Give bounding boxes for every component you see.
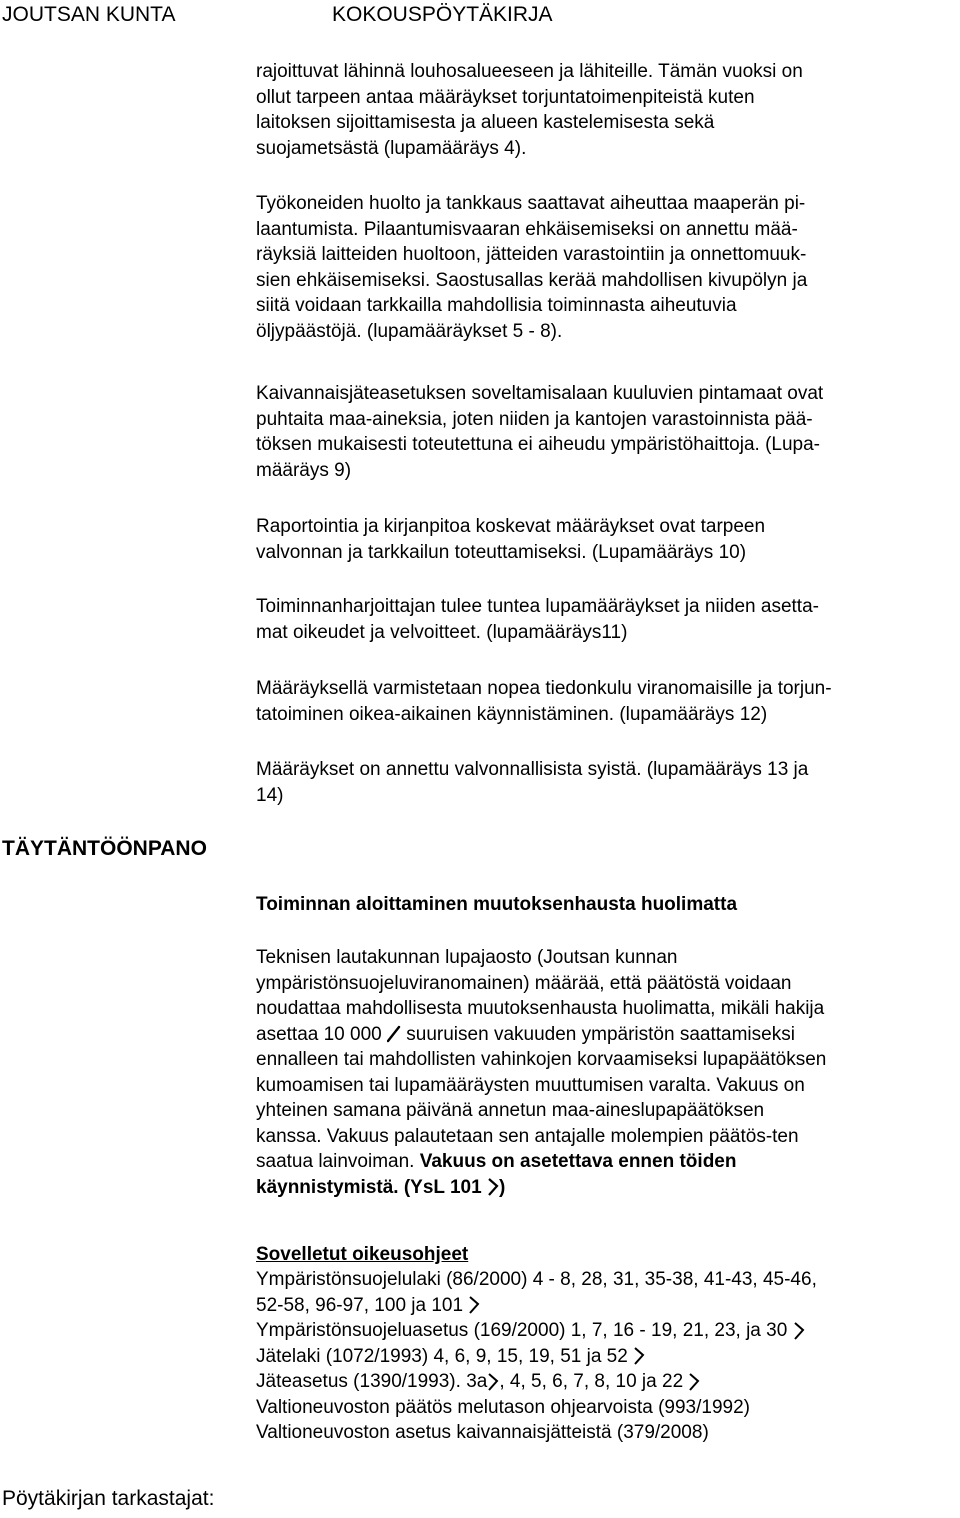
text-line <box>256 1344 956 1370</box>
text-line: tatoiminen oikea-aikainen käynnistäminen. (lupamääräys 12) <box>256 703 768 725</box>
text-fragment: saatua lainvoiman. <box>256 1151 415 1172</box>
text-line: laitoksen sijoittamisesta ja alueen kastelemisesta sekä <box>256 112 715 133</box>
text-line: ympäristönsuojeluviranomainen) määrää, että päätöstä voidaan <box>256 972 792 994</box>
text-fragment-bold: käynnistymistä. (YsL 101 <box>256 1176 482 1198</box>
text-fragment-bold: ) <box>498 1176 506 1198</box>
heading-applied-laws: Sovelletut oikeusohjeet <box>256 1244 469 1265</box>
paragraph-security-deposit <box>256 945 956 1200</box>
text-line <box>256 1022 956 1048</box>
text-line: räyksiä laitteiden huoltoon, jätteiden varastointiin ja onnettomuuk- <box>256 244 807 265</box>
section-sign-icon <box>688 1372 700 1392</box>
section-sign-icon <box>633 1346 645 1366</box>
section-sign-icon <box>487 1177 499 1197</box>
text-line: yhteinen samana päivänä annetun maa-aineslupapäätöksen <box>256 1100 765 1121</box>
section-title-enforcement: TÄYTÄNTÖÖNPANO <box>2 837 207 860</box>
text-line: noudattaa mahdollisesta muutoksenhausta huolimatta, mikäli hakija <box>256 998 825 1019</box>
text-line: Kaivannaisjäteasetuksen soveltamisalaan kuuluvien pintamaat ovat <box>256 383 824 404</box>
text-line: töksen mukaisesti toteutettuna ei aiheudu ympäristöhaittoja. (Lupa- <box>256 434 820 455</box>
list-applied-laws <box>256 1267 956 1446</box>
footer-reviewers-label: Pöytäkirjan tarkastajat: <box>2 1487 215 1510</box>
text-fragment: Jätelaki (1072/1993) 4, 6, 9, 15, 19, 51 ja 52 <box>256 1345 628 1367</box>
text-line: mat oikeudet ja velvoitteet. (lupamääräys11) <box>256 621 628 643</box>
text-fragment: Jäteasetus (1390/1993). 3a <box>256 1371 488 1392</box>
section-sign-icon <box>487 1372 499 1392</box>
text-line: Määräykset on annettu valvonnallisista syistä. (lupamääräys 13 ja <box>256 759 809 780</box>
section-sign-icon <box>468 1295 480 1315</box>
paragraph-extraction-waste <box>256 381 956 483</box>
paragraph-reporting <box>256 514 956 565</box>
text-line: Työkoneiden huolto ja tankkaus saattavat aiheuttaa maaperän pi- <box>256 193 806 214</box>
text-line: määräys 9) <box>256 459 352 481</box>
text-fragment: , 4, 5, 6, 7, 8, 10 ja 22 <box>499 1371 684 1392</box>
text-line: sien ehkäisemiseksi. Saostusallas kerää mahdollisen kivupölyn ja <box>256 269 808 291</box>
text-line: Toiminnanharjoittajan tulee tuntea lupamääräykset ja niiden asetta- <box>256 596 819 617</box>
text-fragment: suuruisen vakuuden ympäristön saattamiseksi <box>406 1023 795 1045</box>
text-line: Määräyksellä varmistetaan nopea tiedonkulu viranomaisille ja torjun- <box>256 678 832 699</box>
text-line: siitä voidaan tarkkailla mahdollisia toiminnasta aiheutuvia <box>256 295 737 316</box>
text-line <box>256 1318 956 1344</box>
text-line <box>256 1293 956 1319</box>
paragraph-dust-control <box>256 59 956 161</box>
text-line: 14) <box>256 784 284 806</box>
paragraph-supervision <box>256 757 956 808</box>
text-line: Raportointia ja kirjanpitoa koskevat määräykset ovat tarpeen <box>256 516 766 537</box>
text-line: ollut tarpeen antaa määräykset torjuntatoimenpiteistä kuten <box>256 86 755 108</box>
text-line: kumoamisen tai lupamääräysten muuttumisen varalta. Vakuus on <box>256 1074 805 1096</box>
text-line: valvonnan ja tarkkailun toteuttamiseksi. (Lupamääräys 10) <box>256 541 747 563</box>
text-line: kanssa. Vakuus palautetaan sen antajalle molempien päätös-ten <box>256 1125 799 1147</box>
text-fragment: 52-58, 96-97, 100 ja 101 <box>256 1294 464 1316</box>
heading-start-despite-appeal: Toiminnan aloittaminen muutoksenhausta huolimatta <box>256 894 738 915</box>
text-line: Valtioneuvoston asetus kaivannaisjätteistä (379/2008) <box>256 1422 709 1443</box>
text-line <box>256 1149 956 1175</box>
text-line: ennalleen tai mahdollisten vahinkojen korvaamiseksi lupapäätöksen <box>256 1049 827 1070</box>
paragraph-soil-contamination <box>256 191 956 344</box>
text-line: puhtaita maa-aineksia, joten niiden ja kantojen varastoinnista pää- <box>256 408 813 430</box>
text-line <box>256 1175 956 1201</box>
text-line: öljypäästöjä. (lupamääräykset 5 - 8). <box>256 320 563 342</box>
text-line: laantumista. Pilaantumisvaaran ehkäisemiseksi on annettu mää- <box>256 218 798 240</box>
text-line: rajoittuvat lähinnä louhosalueeseen ja lähiteille. Tämän vuoksi on <box>256 61 803 82</box>
text-fragment: Ympäristönsuojeluasetus (169/2000) 1, 7, 16 - 19, 21, 23, ja 30 <box>256 1320 788 1341</box>
euro-sign-icon <box>387 1025 401 1043</box>
paragraph-information-flow <box>256 676 956 727</box>
paragraph-operator-duties <box>256 594 956 645</box>
text-line: Teknisen lautakunnan lupajaosto (Joutsan kunnan <box>256 947 678 968</box>
header-doc-type: KOKOUSPÖYTÄKIRJA <box>332 3 553 26</box>
text-line: Valtioneuvoston päätös melutason ohjearvoista (993/1992) <box>256 1396 750 1418</box>
text-line <box>256 1369 956 1395</box>
header-org: JOUTSAN KUNTA <box>2 3 176 26</box>
text-fragment-bold: Vakuus on asetettava ennen töiden <box>419 1151 737 1172</box>
text-fragment: asettaa 10 000 <box>256 1023 382 1045</box>
text-line: Ympäristönsuojelulaki (86/2000) 4 - 8, 28, 31, 35-38, 41-43, 45-46, <box>256 1269 817 1290</box>
section-sign-icon <box>793 1321 805 1341</box>
text-line: suojametsästä (lupamääräys 4). <box>256 137 527 159</box>
